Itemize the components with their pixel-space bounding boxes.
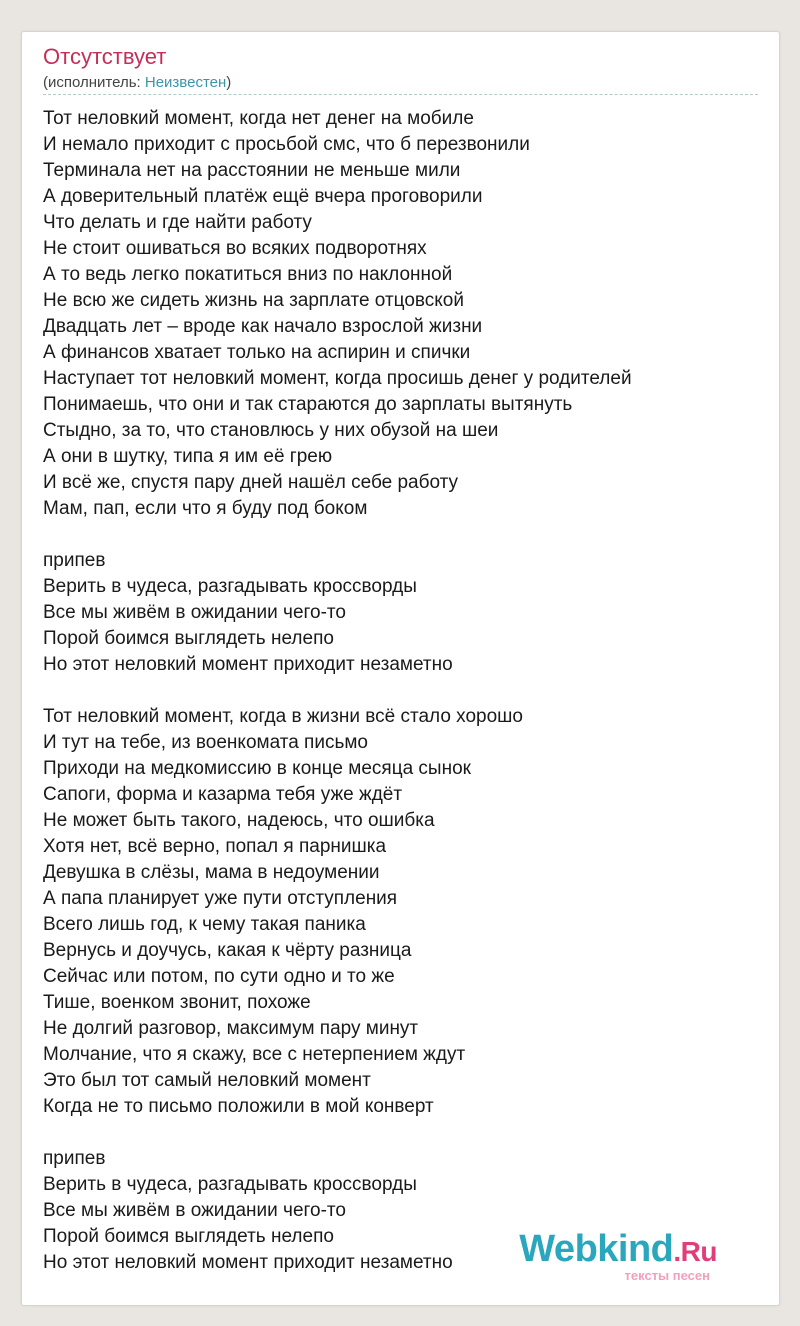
lyrics-line: Сейчас или потом, по сути одно и то же	[43, 966, 395, 987]
logo-wordmark	[519, 1228, 717, 1271]
lyrics-line: Двадцать лет – вроде как начало взрослой жизни	[43, 316, 483, 337]
header-divider	[43, 94, 758, 95]
lyrics-line: А папа планирует уже пути отступления	[43, 888, 398, 909]
lyrics-line: Порой боимся выглядеть нелепо	[43, 628, 334, 649]
lyrics-line: Верить в чудеса, разгадывать кроссворды	[43, 1174, 417, 1195]
lyrics-line: А доверительный платёж ещё вчера проговорили	[43, 186, 483, 207]
song-title: Отсутствует	[43, 44, 167, 69]
artist-line	[43, 74, 231, 91]
lyrics-blank-line	[43, 522, 743, 548]
lyrics-line: Тише, военком звонит, похоже	[43, 992, 311, 1013]
lyrics-line: Это был тот самый неловкий момент	[43, 1070, 371, 1091]
artist-prefix: (исполнитель:	[43, 74, 145, 91]
lyrics-line: припев	[43, 550, 106, 571]
lyrics-line: Порой боимся выглядеть нелепо	[43, 1226, 334, 1247]
lyrics-line: Не долгий разговор, максимум пару минут	[43, 1018, 419, 1039]
lyrics-line: Сапоги, форма и казарма тебя уже ждёт	[43, 784, 403, 805]
lyrics-line: Всего лишь год, к чему такая паника	[43, 914, 366, 935]
lyrics-line: Не стоит ошиваться во всяких подворотнях	[43, 238, 427, 259]
lyrics-line: Девушка в слёзы, мама в недоумении	[43, 862, 380, 883]
logo-tld: .Ru	[673, 1236, 717, 1267]
lyrics-line: Верить в чудеса, разгадывать кроссворды	[43, 576, 417, 597]
lyrics-line: Тот неловкий момент, когда в жизни всё стало хорошо	[43, 706, 523, 727]
lyrics-text	[43, 106, 743, 1276]
lyrics-line: Все мы живём в ожидании чего-то	[43, 1200, 346, 1221]
lyrics-line: Наступает тот неловкий момент, когда просишь денег у родителей	[43, 368, 632, 389]
artist-suffix: )	[226, 74, 232, 91]
lyrics-line: И тут на тебе, из военкомата письмо	[43, 732, 368, 753]
lyrics-line: Но этот неловкий момент приходит незаметно	[43, 1252, 453, 1273]
artist-link[interactable]: Неизвестен	[144, 74, 227, 91]
site-logo[interactable]	[519, 1228, 751, 1283]
lyrics-line: Когда не то письмо положили в мой конверт	[43, 1096, 434, 1117]
lyrics-line: А то ведь легко покатиться вниз по наклонной	[43, 264, 453, 285]
lyrics-blank-line	[43, 1120, 743, 1146]
logo-tagline: тексты песен	[624, 1268, 710, 1283]
lyrics-line: Приходи на медкомиссию в конце месяца сынок	[43, 758, 471, 779]
lyrics-line: Что делать и где найти работу	[43, 212, 312, 233]
lyrics-line: И немало приходит с просьбой смс, что б перезвонили	[43, 134, 530, 155]
lyrics-line: А они в шутку, типа я им её грею	[43, 446, 333, 467]
lyrics-line: Не может быть такого, надеюсь, что ошибка	[43, 810, 435, 831]
lyrics-line: Мам, пап, если что я буду под боком	[43, 498, 368, 519]
lyrics-line: Все мы живём в ожидании чего-то	[43, 602, 346, 623]
lyrics-line: Понимаешь, что они и так стараются до зарплаты вытянуть	[43, 394, 573, 415]
lyrics-card	[21, 31, 780, 1306]
lyrics-line: Молчание, что я скажу, все с нетерпением ждут	[43, 1044, 466, 1065]
lyrics-line: Терминала нет на расстоянии не меньше мили	[43, 160, 461, 181]
lyrics-line: А финансов хватает только на аспирин и спички	[43, 342, 471, 363]
lyrics-line: И всё же, спустя пару дней нашёл себе работу	[43, 472, 459, 493]
lyrics-line: Вернусь и доучусь, какая к чёрту разница	[43, 940, 412, 961]
lyrics-line: Стыдно, за то, что становлюсь у них обузой на шеи	[43, 420, 499, 441]
logo-brand: Webkind	[519, 1228, 674, 1270]
lyrics-line: припев	[43, 1148, 106, 1169]
lyrics-blank-line	[43, 678, 743, 704]
lyrics-line: Тот неловкий момент, когда нет денег на мобиле	[43, 108, 474, 129]
lyrics-line: Но этот неловкий момент приходит незаметно	[43, 654, 453, 675]
lyrics-line: Не всю же сидеть жизнь на зарплате отцовской	[43, 290, 464, 311]
lyrics-line: Хотя нет, всё верно, попал я парнишка	[43, 836, 387, 857]
